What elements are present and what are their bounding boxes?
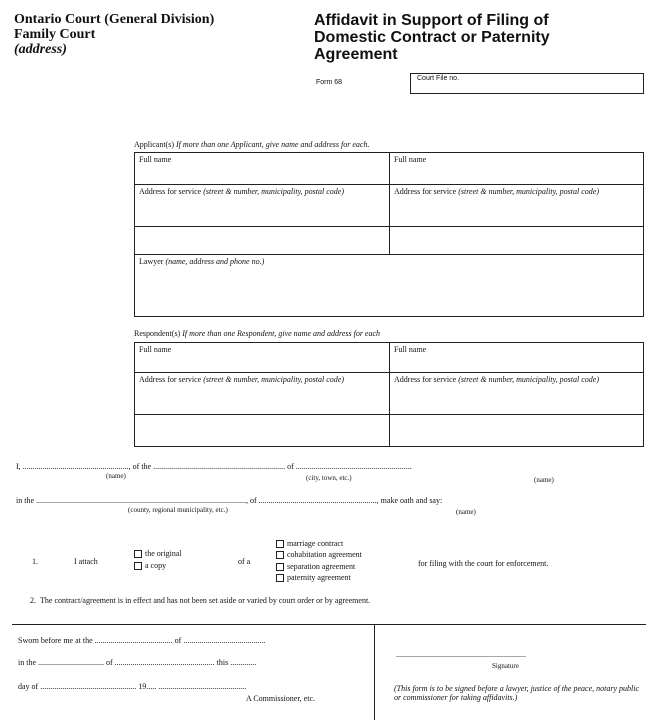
name-caption: (name): [106, 472, 126, 480]
court-file-number-field[interactable]: [410, 73, 644, 94]
form-title: [314, 12, 550, 63]
applicant-address-cell-2[interactable]: [390, 185, 644, 227]
respondent-address-cont-1[interactable]: [135, 415, 390, 447]
court-file-label: Court File no.: [417, 75, 460, 82]
court-name: Ontario Court (General Division): [14, 12, 215, 27]
applicants-label: Applicant(s): [134, 140, 174, 149]
jurat-divider: [374, 624, 375, 720]
address-note: (street & number, municipality, postal code): [203, 375, 344, 384]
make-oath-text: , make oath and say:: [376, 496, 443, 505]
court-heading: [14, 12, 214, 57]
cohabitation-label: cohabitation agreement: [287, 550, 362, 559]
affidavit-line-2: [16, 496, 442, 505]
signature-caption: Signature: [492, 662, 519, 670]
jurat-top-rule: [12, 624, 646, 625]
paternity-checkbox[interactable]: [276, 574, 284, 582]
respondent-name-cell-2[interactable]: [390, 343, 644, 373]
item-2: [30, 596, 370, 605]
deponent-i: I,: [16, 462, 21, 471]
of-text: of: [174, 636, 182, 645]
applicants-note: If more than one Applicant, give name and address for each.: [176, 140, 370, 149]
sworn-place-blank[interactable]: .......................................: [94, 636, 173, 645]
respondent-address-cont-2[interactable]: [390, 415, 644, 447]
place-name-blank[interactable]: ..........................................................: [295, 462, 412, 471]
applicant-name-cell-1[interactable]: [135, 153, 390, 185]
address-label: Address for service: [394, 375, 457, 384]
municipality-name-blank[interactable]: ...........................................................: [258, 496, 377, 505]
applicant-address-cont-1[interactable]: [135, 227, 390, 255]
item-2-number: 2.: [30, 596, 36, 605]
name-caption-3: (name): [456, 508, 476, 516]
city-blank[interactable]: ..................................................................: [153, 462, 286, 471]
respondent-name-cell-1[interactable]: [135, 343, 390, 373]
marriage-contract-checkbox[interactable]: [276, 540, 284, 548]
signature-blank[interactable]: .................................................................: [396, 650, 526, 659]
form-number: Form 68: [316, 79, 343, 86]
cohabitation-option[interactable]: [276, 550, 362, 559]
title-line-1: Affidavit in Support of Filing of: [314, 12, 549, 29]
address-note: (street & number, municipality, postal code): [458, 375, 599, 384]
deponent-name-blank[interactable]: .....................................................: [22, 462, 129, 471]
jurat-line-1: [18, 636, 265, 645]
full-name-label: Full name: [139, 155, 172, 164]
respondents-label: Respondent(s): [134, 329, 181, 338]
court-address-label: (address): [14, 42, 67, 57]
sworn-of-blank[interactable]: .........................................: [183, 636, 266, 645]
cohabitation-checkbox[interactable]: [276, 551, 284, 559]
marriage-contract-option[interactable]: [276, 539, 343, 548]
applicant-address-cont-2[interactable]: [390, 227, 644, 255]
item-1-number: 1.: [32, 557, 38, 566]
sworn-text: Sworn before me at the: [18, 636, 93, 645]
this-text: this: [216, 658, 229, 667]
address-note: (street & number, municipality, postal code): [458, 187, 599, 196]
applicants-heading: [134, 140, 369, 149]
separation-label: separation agreement: [287, 562, 356, 571]
original-checkbox[interactable]: [134, 550, 142, 558]
marriage-contract-label: marriage contract: [287, 539, 344, 548]
title-line-2: Domestic Contract or Paternity: [314, 29, 550, 46]
applicant-name-cell-2[interactable]: [390, 153, 644, 185]
respondent-address-cell-1[interactable]: [135, 373, 390, 415]
respondents-note: If more than one Respondent, give name and address for each: [182, 329, 381, 338]
original-label: the original: [145, 549, 182, 558]
address-label: Address for service: [139, 375, 202, 384]
address-note: (street & number, municipality, postal code): [203, 187, 344, 196]
of-a-text: of a: [238, 557, 251, 566]
respondents-heading: [134, 329, 380, 338]
full-name-label: Full name: [394, 345, 427, 354]
name-caption-2: (name): [534, 476, 554, 484]
applicant-lawyer-cell[interactable]: [135, 255, 644, 317]
county-caption: (county, regional municipality, etc.): [128, 506, 228, 514]
lawyer-label: Lawyer: [139, 257, 164, 266]
city-caption: (city, town, etc.): [306, 474, 352, 482]
full-name-label: Full name: [139, 345, 172, 354]
of-text: , of: [246, 496, 257, 505]
separation-option[interactable]: [276, 562, 355, 571]
separation-checkbox[interactable]: [276, 563, 284, 571]
applicant-address-cell-1[interactable]: [135, 185, 390, 227]
day-of-text: day of: [18, 682, 39, 691]
filing-purpose-text: for filing with the court for enforcement.: [418, 559, 549, 568]
respondents-table: [134, 342, 644, 447]
jurat-of-blank[interactable]: ..................................................: [114, 658, 215, 667]
of-text: of: [287, 462, 294, 471]
county-blank[interactable]: .........................................................................................................: [36, 496, 246, 505]
full-name-label: Full name: [394, 155, 427, 164]
copy-option[interactable]: [134, 561, 166, 570]
original-option[interactable]: [134, 549, 182, 558]
affidavit-line-1: [16, 462, 412, 471]
copy-checkbox[interactable]: [134, 562, 142, 570]
jurat-line-2: [18, 658, 256, 667]
day-of-blank[interactable]: ................................................: [40, 682, 137, 691]
jurat-in-the-blank[interactable]: .................................: [38, 658, 104, 667]
paternity-option[interactable]: [276, 573, 351, 582]
paternity-label: paternity agreement: [287, 573, 351, 582]
lawyer-note: (name, address and phone no.): [165, 257, 265, 266]
item-2-text: The contract/agreement is in effect and has not been set aside or varied by court order or by agreement.: [40, 596, 371, 605]
jurat-this-blank[interactable]: .............: [230, 658, 257, 667]
commissioner-caption: A Commissioner, etc.: [246, 694, 316, 703]
commissioner-signature-blank[interactable]: ............................................: [158, 682, 247, 691]
signing-instruction-note: (This form is to be signed before a lawyer, justice of the peace, notary public or commissioner for taking affidavits.): [394, 684, 639, 702]
court-division: Family Court: [14, 27, 96, 42]
i-attach-text: I attach: [74, 557, 98, 566]
of-text: of: [106, 658, 113, 667]
in-the-text: in the: [18, 658, 36, 667]
year-blank[interactable]: .....: [146, 682, 157, 691]
address-label: Address for service: [394, 187, 457, 196]
jurat-line-3: [18, 682, 246, 691]
in-the-text: in the: [16, 496, 34, 505]
copy-label: a copy: [145, 561, 167, 570]
of-the-text: , of the: [128, 462, 152, 471]
title-line-3: Agreement: [314, 46, 398, 63]
year-prefix: 19: [138, 682, 147, 691]
respondent-address-cell-2[interactable]: [390, 373, 644, 415]
address-label: Address for service: [139, 187, 202, 196]
applicants-table: [134, 152, 644, 317]
